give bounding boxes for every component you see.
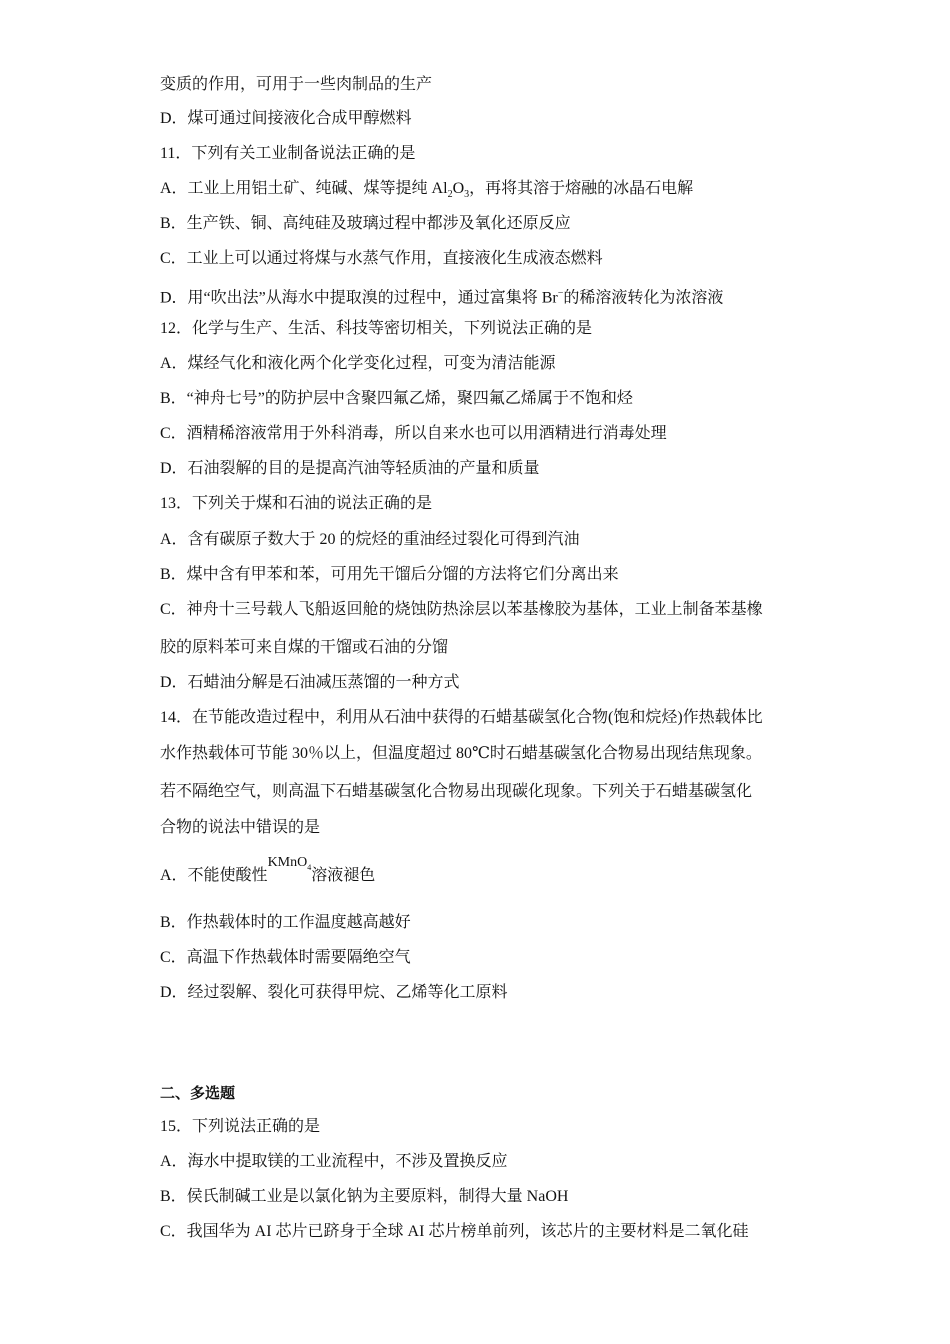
option-c: C．神舟十三号载人飞船返回舱的烧蚀防热涂层以苯基橡胶为基体，工业上制备苯基橡 [160,601,763,618]
option-b: B．作热载体时的工作温度越高越好 [160,914,411,931]
option-c: C．工业上可以通过将煤与水蒸气作用，直接液化生成液态燃料 [160,250,603,267]
option-a: A．煤经气化和液化两个化学变化过程，可变为清洁能源 [160,355,556,372]
question-14-cont: 水作热载体可节能 30％以上，但温度超过 80℃时石蜡基碳氢化合物易出现结焦现象。 [160,745,762,762]
question-13: 13．下列关于煤和石油的说法正确的是 [160,495,433,512]
option-b: B．生产铁、铜、高纯硅及玻璃过程中都涉及氧化还原反应 [160,215,571,232]
option-a: A．含有碳原子数大于 20 的烷烃的重油经过裂化可得到汽油 [160,531,580,548]
question-14-cont: 合物的说法中错误的是 [160,819,321,836]
option-d: D．煤可通过间接液化合成甲醇燃料 [160,110,412,127]
section-heading: 二、多选题 [160,1084,236,1102]
question-14: 14．在节能改造过程中，利用从石油中获得的石蜡基碳氢化合物(饱和烷烃)作热载体比 [160,709,763,726]
option-d: D．石蜡油分解是石油减压蒸馏的一种方式 [160,674,460,691]
option-c: C．高温下作热载体时需要隔绝空气 [160,949,411,966]
text-line: 变质的作用，可用于一些肉制品的生产 [160,76,433,93]
option-c: C．我国华为 AI 芯片已跻身于全球 AI 芯片榜单前列，该芯片的主要材料是二氧化硅 [160,1223,749,1240]
option-d: D．经过裂解、裂化可获得甲烷、乙烯等化工原料 [160,984,508,1001]
option-a: A．工业上用铝土矿、纯碱、煤等提纯 $Al_2O_3$，再将其溶于熔融的冰晶石电解 [160,180,694,201]
question-11: 11．下列有关工业制备说法正确的是 [160,145,416,162]
option-d: D．石油裂解的目的是提高汽油等轻质油的产量和质量 [160,460,540,477]
option-b: B．侯氏制碱工业是以氯化钠为主要原料，制得大量 NaOH [160,1188,569,1205]
question-15: 15．下列说法正确的是 [160,1118,321,1135]
option-d: D．用“吹出法”从海水中提取溴的过程中，通过富集将 Br−的稀溶液转化为浓溶液 [160,288,724,307]
option-b: B．煤中含有甲苯和苯，可用先干馏后分馏的方法将它们分离出来 [160,566,619,583]
kmno4-formula: KMnO$_4$ [267,855,312,872]
question-14-cont: 若不隔绝空气，则高温下石蜡基碳氢化合物易出现碳化现象。下列关于石蜡基碳氢化 [160,783,753,800]
option-a: A．不能使酸性KMnO$_4$溶液褪色 [160,855,376,884]
option-a: A．海水中提取镁的工业流程中，不涉及置换反应 [160,1153,508,1170]
option-b: B．“神舟七号”的防护层中含聚四氟乙烯，聚四氟乙烯属于不饱和烃 [160,390,633,407]
option-c: C．酒精稀溶液常用于外科消毒，所以自来水也可以用酒精进行消毒处理 [160,425,667,442]
question-12: 12．化学与生产、生活、科技等密切相关，下列说法正确的是 [160,320,593,337]
option-c-cont: 胶的原料苯可来自煤的干馏或石油的分馏 [160,639,449,656]
